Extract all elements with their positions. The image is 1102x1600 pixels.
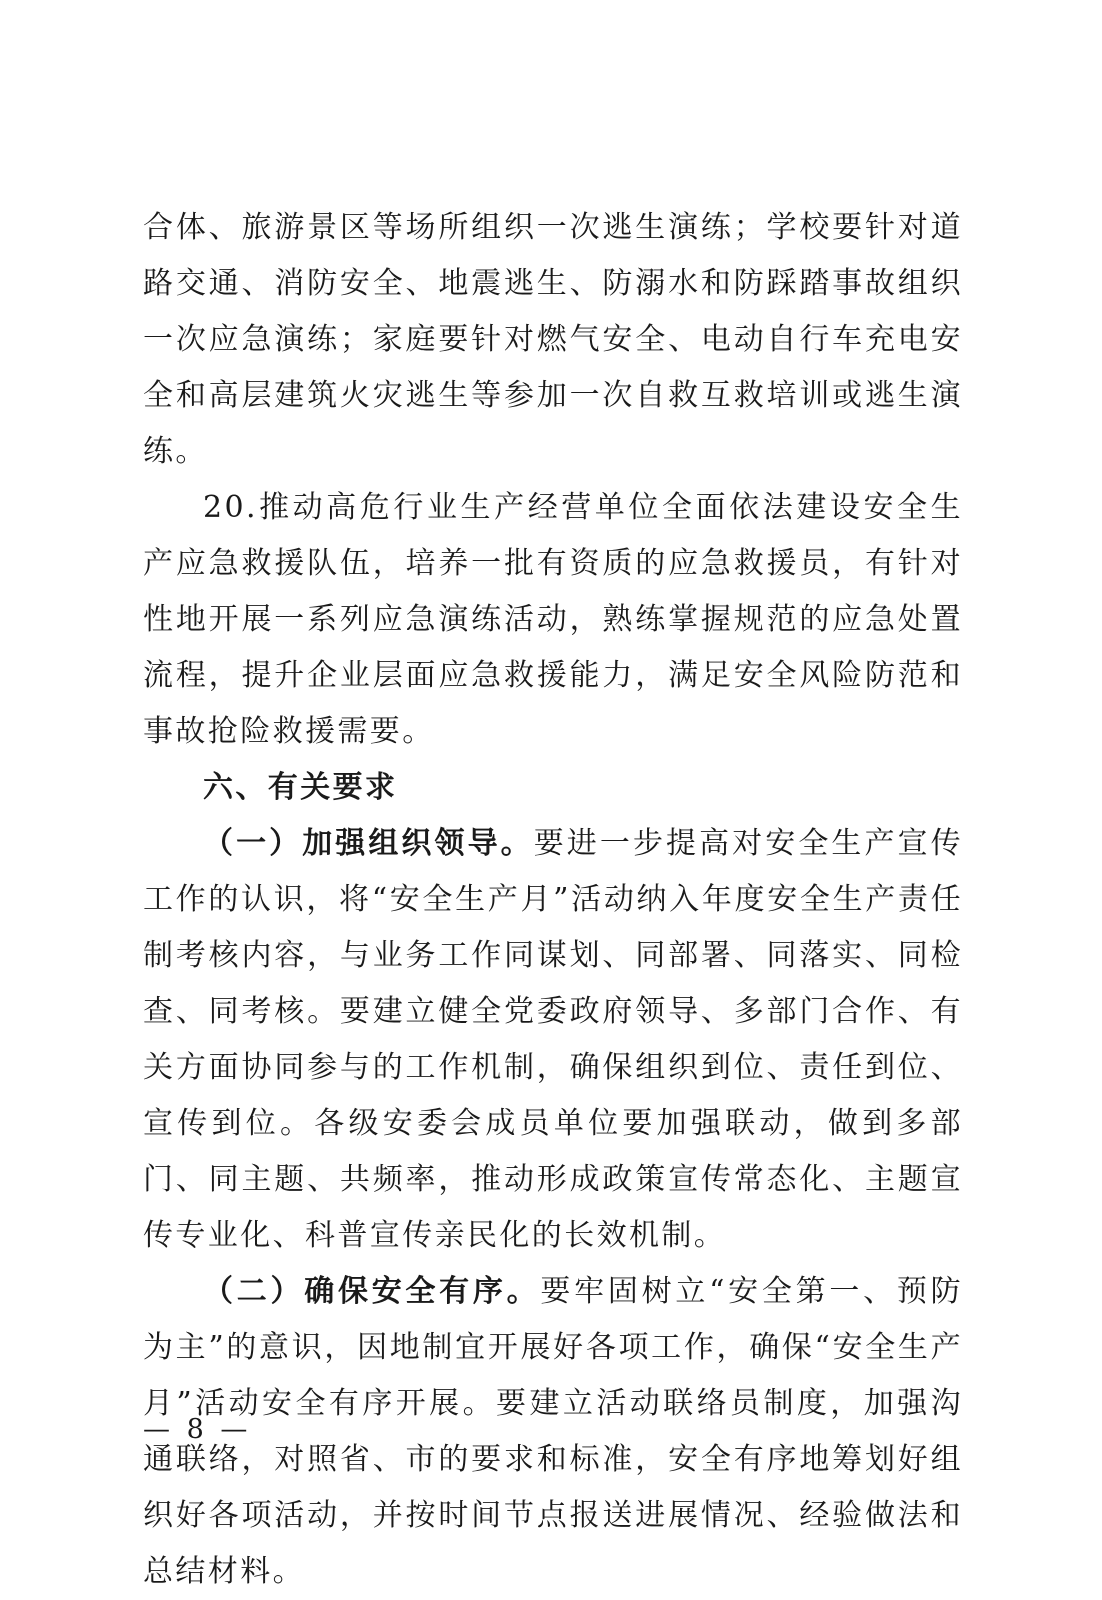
paragraph-item-20: 20.推动高危行业生产经营单位全面依法建设安全生产应急救援队伍，培养一批有资质的应急救援员，有针对性地开展一系列应急演练活动，熟练掌握规范的应急处置流程，提升企业层面应急救援能力，满足安全风险防范和事故抢险救援需要。 xyxy=(143,490,963,749)
subsection-1 xyxy=(143,816,963,1264)
subsection-1-title: （一）加强组织领导。 xyxy=(203,826,534,861)
subsection-2-body: 要牢固树立“安全第一、预防为主”的意识，因地制宜开展好各项工作，确保“安全生产月”活动安全有序开展。要建立活动联络员制度，加强沟通联络，对照省、市的要求和标准，安全有序地筹划好组织好各项活动，并按时间节点报送进展情况、经验做法和总结材料。 xyxy=(143,1274,963,1589)
document-body xyxy=(143,200,963,1600)
section-heading: 六、有关要求 xyxy=(203,770,398,805)
subsection-2-title: （二）确保安全有序。 xyxy=(203,1274,541,1309)
subsection-2 xyxy=(143,1264,963,1600)
subsection-1-body: 要进一步提高对安全生产宣传工作的认识，将“安全生产月”活动纳入年度安全生产责任制考核内容，与业务工作同谋划、同部署、同落实、同检查、同考核。要建立健全党委政府领导、多部门合作、有关方面协同参与的工作机制，确保组织到位、责任到位、宣传到位。各级安委会成员单位要加强联动，做到多部门、同主题、共频率，推动形成政策宣传常态化、主题宣传专业化、科普宣传亲民化的长效机制。 xyxy=(143,826,964,1253)
page-number: — 8 — xyxy=(143,1414,252,1445)
paragraph-continuation: 合体、旅游景区等场所组织一次逃生演练；学校要针对道路交通、消防安全、地震逃生、防溺水和防踩踏事故组织一次应急演练；家庭要针对燃气安全、电动自行车充电安全和高层建筑火灾逃生等参加一次自救互救培训或逃生演练。 xyxy=(143,210,963,469)
